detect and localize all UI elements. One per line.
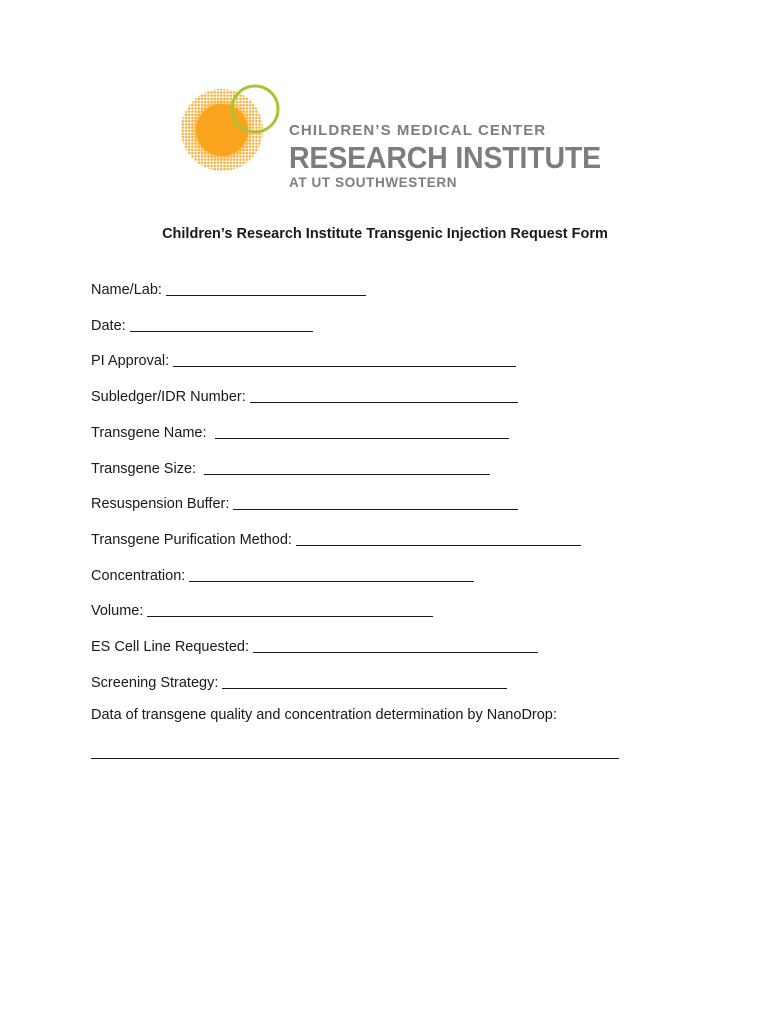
resuspension-buffer-blank[interactable]	[233, 495, 518, 510]
resuspension-buffer-label: Resuspension Buffer:	[91, 496, 230, 512]
pi-approval-label: PI Approval:	[91, 353, 170, 369]
logo-line-research-institute: RESEARCH INSTITUTE	[289, 140, 602, 175]
transgene-name-field	[91, 422, 509, 442]
resuspension-buffer-field	[91, 493, 518, 513]
form-title: Children’s Research Institute Transgenic Injection Request Form	[162, 226, 608, 242]
logo-line-medical-center: CHILDREN’S MEDICAL CENTER	[289, 122, 547, 139]
concentration-blank[interactable]	[189, 567, 474, 582]
date-label: Date:	[91, 318, 126, 334]
transgene-size-blank[interactable]	[204, 460, 490, 475]
logo-wordmark	[289, 122, 628, 191]
subledger-idr-field	[91, 386, 518, 406]
institute-logo	[178, 78, 602, 198]
concentration-field	[91, 565, 474, 585]
purification-method-blank[interactable]	[296, 531, 581, 546]
concentration-label: Concentration:	[91, 568, 186, 584]
volume-blank[interactable]	[147, 602, 433, 617]
purification-method-label: Transgene Purification Method:	[91, 532, 292, 548]
subledger-idr-blank[interactable]	[250, 388, 518, 403]
date-field	[91, 315, 313, 335]
screening-strategy-blank[interactable]	[222, 674, 507, 689]
transgene-name-blank[interactable]	[215, 424, 509, 439]
es-cell-line-label: ES Cell Line Requested:	[91, 639, 249, 655]
subledger-idr-label: Subledger/IDR Number:	[91, 389, 246, 405]
pi-approval-field	[91, 350, 516, 370]
transgene-size-field	[91, 458, 490, 478]
volume-label: Volume:	[91, 603, 144, 619]
name-lab-blank[interactable]	[166, 281, 366, 296]
name-lab-field	[91, 279, 366, 299]
logo-line-ut-southwestern: AT UT SOUTHWESTERN	[289, 175, 458, 190]
name-lab-label: Name/Lab:	[91, 282, 162, 298]
date-blank[interactable]	[130, 317, 313, 332]
screening-strategy-label: Screening Strategy:	[91, 675, 219, 691]
nanodrop-blank[interactable]	[91, 758, 619, 759]
es-cell-line-field	[91, 636, 538, 656]
transgene-size-label: Transgene Size:	[91, 461, 197, 477]
sun-circle-icon	[178, 78, 284, 182]
transgene-name-label: Transgene Name:	[91, 425, 207, 441]
screening-strategy-field	[91, 672, 507, 692]
nanodrop-label: Data of transgene quality and concentration determination by NanoDrop:	[91, 707, 557, 723]
purification-method-field	[91, 529, 581, 549]
pi-approval-blank[interactable]	[173, 352, 516, 367]
volume-field	[91, 600, 433, 620]
es-cell-line-blank[interactable]	[253, 638, 538, 653]
